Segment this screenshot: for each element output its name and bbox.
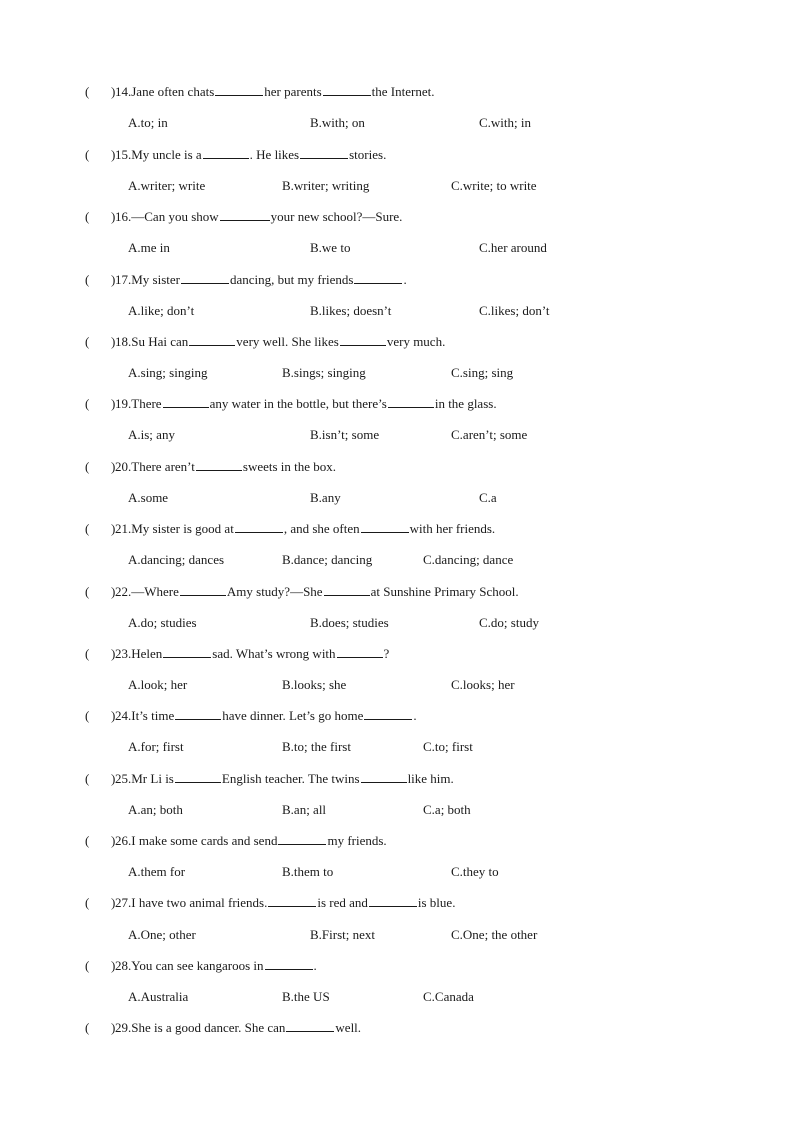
answer-blank[interactable] [324,584,370,596]
option-c[interactable]: C.aren’t; some [451,427,528,442]
options-row [0,802,794,822]
stem-text: is blue. [417,895,456,910]
question-stem [115,1020,361,1036]
question-number: 17. [115,272,132,287]
answer-paren-close: ) [111,334,116,349]
stem-text: my friends. [327,833,387,848]
question-number: 22. [115,584,132,599]
answer-blank[interactable] [364,708,412,720]
answer-paren-close: ) [111,459,116,474]
question-number: 16. [115,209,132,224]
stem-text: . [413,708,417,723]
stem-text: Jane often chats [131,84,215,99]
options-row [0,615,794,635]
stem-text: like him. [407,771,454,786]
option-a[interactable]: A.dancing; dances [128,552,225,567]
answer-blank[interactable] [180,584,226,596]
stem-text: very well. She likes [236,334,339,349]
answer-blank[interactable] [323,84,371,96]
answer-paren-open: ( [85,771,90,786]
stem-text: I make some cards and send [131,833,278,848]
stem-text: —Where [131,584,179,599]
option-b[interactable]: B.them to [282,864,334,879]
question-25 [0,771,794,791]
answer-blank[interactable] [337,646,383,658]
stem-text: your new school?—Sure. [270,209,403,224]
answer-blank[interactable] [354,272,402,284]
stem-text: You can see kangaroos in [131,958,264,973]
option-a[interactable]: A.Australia [128,989,189,1004]
question-19 [0,396,794,416]
option-c[interactable]: C.with; in [479,115,532,130]
answer-paren-close: ) [111,521,116,536]
stem-text: her parents [264,84,322,99]
stem-text: ? [383,646,390,661]
question-stem [115,708,417,724]
answer-paren-close: ) [111,84,116,99]
option-b[interactable]: B.any [310,490,341,505]
stem-text: There [131,396,162,411]
answer-paren-close: ) [111,771,116,786]
question-14 [0,84,794,104]
answer-blank[interactable] [163,396,209,408]
option-c[interactable]: C.looks; her [451,677,515,692]
option-a[interactable]: A.to; in [128,115,168,130]
stem-text: I have two animal friends. [131,895,268,910]
answer-paren-close: ) [111,708,116,723]
options-row [0,927,794,947]
options-row [0,115,794,135]
option-a[interactable]: A.sing; singing [128,365,208,380]
options-row [0,864,794,884]
option-b[interactable]: B.writer; writing [282,178,370,193]
answer-paren-open: ( [85,209,90,224]
stem-text: There aren’t [131,459,195,474]
stem-text: dancing, but my friends [230,272,354,287]
option-a[interactable]: A.for; first [128,739,184,754]
stem-text: . He likes [249,147,300,162]
option-b[interactable]: B.the US [282,989,330,1004]
stem-text: very much. [386,334,446,349]
question-29 [0,1020,794,1040]
answer-paren-open: ( [85,646,90,661]
answer-paren-open: ( [85,334,90,349]
answer-paren-close: ) [111,646,116,661]
answer-paren-open: ( [85,84,90,99]
question-number: 28. [115,958,132,973]
option-b[interactable]: B.to; the first [282,739,351,754]
question-number: 14. [115,84,132,99]
stem-text: , and she often [283,521,360,536]
answer-blank[interactable] [235,521,283,533]
answer-paren-open: ( [85,1020,90,1035]
question-number: 23. [115,646,132,661]
answer-blank[interactable] [361,521,409,533]
answer-paren-close: ) [111,209,116,224]
answer-blank[interactable] [189,334,235,346]
question-stem [115,334,445,350]
answer-blank[interactable] [265,958,313,970]
answer-blank[interactable] [163,646,211,658]
stem-text: My sister is good at [131,521,234,536]
stem-text: Mr Li is [131,771,174,786]
option-c[interactable]: C.dancing; dance [423,552,514,567]
question-15 [0,147,794,167]
question-number: 19. [115,396,132,411]
question-stem [115,396,497,412]
option-c[interactable]: C.a; both [423,802,471,817]
option-b[interactable]: B.isn’t; some [310,427,380,442]
answer-blank[interactable] [215,84,263,96]
answer-paren-close: ) [111,895,116,910]
question-stem [115,459,336,475]
option-c[interactable]: C.a [479,490,497,505]
question-stem [115,521,495,537]
answer-paren-close: ) [111,272,116,287]
answer-paren-open: ( [85,708,90,723]
option-c[interactable]: C.her around [479,240,547,255]
question-26 [0,833,794,853]
answer-blank[interactable] [361,771,407,783]
option-c[interactable]: C.sing; sing [451,365,514,380]
option-b[interactable]: B.dance; dancing [282,552,373,567]
question-number: 29. [115,1020,132,1035]
option-b[interactable]: B.with; on [310,115,365,130]
answer-paren-close: ) [111,958,116,973]
stem-text: have dinner. Let’s go home [222,708,364,723]
answer-paren-open: ( [85,521,90,536]
question-stem [115,209,402,225]
option-b[interactable]: B.looks; she [282,677,347,692]
options-row [0,490,794,510]
option-c[interactable]: C.to; first [423,739,473,754]
answer-blank[interactable] [196,459,242,471]
answer-blank[interactable] [175,708,221,720]
answer-paren-close: ) [111,1020,116,1035]
stem-text: English teacher. The twins [221,771,360,786]
answer-blank[interactable] [175,771,221,783]
question-number: 18. [115,334,132,349]
answer-paren-open: ( [85,958,90,973]
answer-blank[interactable] [268,895,316,907]
stem-text: It’s time [131,708,175,723]
option-b[interactable]: B.sings; singing [282,365,366,380]
options-row [0,178,794,198]
answer-blank[interactable] [369,895,417,907]
stem-text: My sister [131,272,180,287]
option-a[interactable]: A.is; any [128,427,175,442]
option-a[interactable]: A.writer; write [128,178,206,193]
answer-paren-open: ( [85,584,90,599]
options-row [0,427,794,447]
answer-paren-open: ( [85,272,90,287]
answer-paren-close: ) [111,396,116,411]
question-17 [0,272,794,292]
option-b[interactable]: B.likes; doesn’t [310,303,392,318]
stem-text: in the glass. [434,396,497,411]
option-a[interactable]: A.them for [128,864,186,879]
option-a[interactable]: A.One; other [128,927,196,942]
answer-paren-open: ( [85,895,90,910]
option-a[interactable]: A.some [128,490,169,505]
option-a[interactable]: A.do; studies [128,615,197,630]
option-c[interactable]: C.One; the other [451,927,538,942]
options-row [0,739,794,759]
question-stem [115,833,387,849]
option-b[interactable]: B.First; next [310,927,376,942]
answer-blank[interactable] [388,396,434,408]
stem-text: sweets in the box. [242,459,337,474]
question-20 [0,459,794,479]
stem-text: any water in the bottle, but there’s [209,396,387,411]
question-stem [115,147,386,163]
option-b[interactable]: B.an; all [282,802,327,817]
option-c[interactable]: C.they to [451,864,499,879]
options-row [0,552,794,572]
stem-text: with her friends. [409,521,496,536]
stem-text: Su Hai can [131,334,189,349]
stem-text: well. [335,1020,362,1035]
question-24 [0,708,794,728]
option-c[interactable]: C.write; to write [451,178,537,193]
answer-blank[interactable] [300,147,348,159]
question-23 [0,646,794,666]
option-b[interactable]: B.does; studies [310,615,389,630]
question-27 [0,895,794,915]
option-a[interactable]: A.like; don’t [128,303,195,318]
options-row [0,240,794,260]
question-18 [0,334,794,354]
answer-paren-open: ( [85,833,90,848]
stem-text: Amy study?—She [226,584,323,599]
options-row [0,989,794,1009]
question-21 [0,521,794,541]
answer-blank[interactable] [181,272,229,284]
question-number: 21. [115,521,132,536]
option-c[interactable]: C.likes; don’t [479,303,550,318]
answer-blank[interactable] [220,209,270,221]
stem-text: She is a good dancer. She can [131,1020,286,1035]
option-a[interactable]: A.an; both [128,802,183,817]
stem-text: . [403,272,407,287]
stem-text: My uncle is a [131,147,202,162]
option-c[interactable]: C.do; study [479,615,539,630]
question-number: 15. [115,147,132,162]
answer-paren-close: ) [111,584,116,599]
answer-paren-open: ( [85,459,90,474]
options-row [0,365,794,385]
question-number: 20. [115,459,132,474]
question-number: 27. [115,895,132,910]
answer-paren-open: ( [85,396,90,411]
options-row [0,303,794,323]
answer-blank[interactable] [286,1020,334,1032]
stem-text: Helen [131,646,163,661]
stem-text: stories. [349,147,387,162]
stem-text: sad. What’s wrong with [212,646,336,661]
question-stem [115,84,434,100]
answer-blank[interactable] [340,334,386,346]
answer-paren-open: ( [85,147,90,162]
answer-paren-close: ) [111,147,116,162]
question-28 [0,958,794,978]
question-stem [115,958,317,974]
question-number: 25. [115,771,132,786]
question-16 [0,209,794,229]
question-22 [0,584,794,604]
question-number: 26. [115,833,132,848]
stem-text: is red and [317,895,368,910]
question-stem [115,584,519,600]
stem-text: —Can you show [131,209,219,224]
stem-text: . [313,958,317,973]
option-c[interactable]: C.Canada [423,989,474,1004]
question-stem [115,272,407,288]
question-stem [115,646,389,662]
question-stem [115,771,454,787]
answer-paren-close: ) [111,833,116,848]
stem-text: the Internet. [371,84,435,99]
answer-blank[interactable] [278,833,326,845]
option-a[interactable]: A.me in [128,240,170,255]
option-a[interactable]: A.look; her [128,677,188,692]
answer-blank[interactable] [203,147,249,159]
options-row [0,677,794,697]
question-number: 24. [115,708,132,723]
option-b[interactable]: B.we to [310,240,351,255]
stem-text: at Sunshine Primary School. [370,584,519,599]
question-stem [115,895,455,911]
